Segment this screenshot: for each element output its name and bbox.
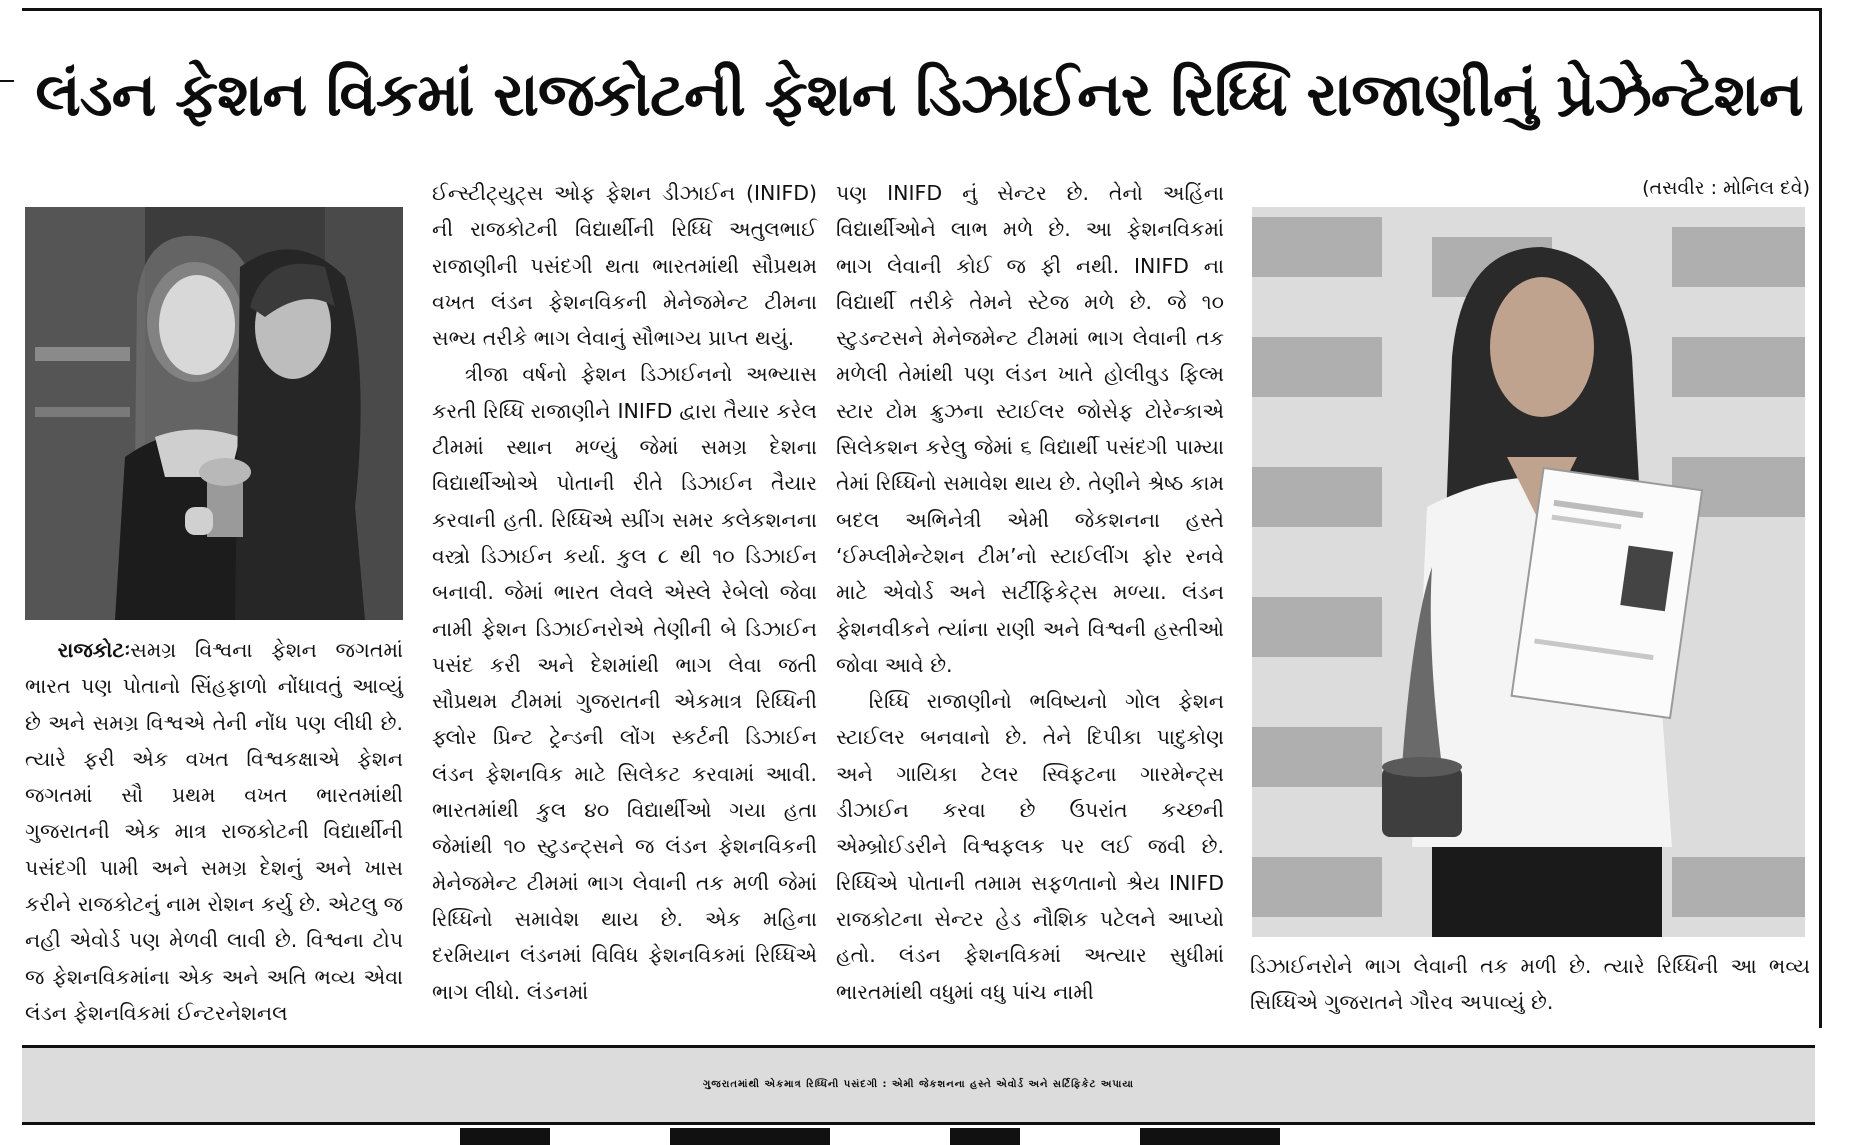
article-paragraph: પણ INIFD નું સેન્ટર છે. તેનો અહિંના વિદ્યાર્થીઓને લાભ મળે છે. આ ફેશનવિકમાં ભાગ લેવાની કોઈ જ ફી નથી. INIFD ના વિદ્યાર્થી તરીકે તેમને સ્ટેજ મળે છે. જે ૧૦ સ્ટુડન્ટસને મેનેજમેન્ટ ટીમમાં ભાગ લેવાની તક મળેલી તેમાંથી પણ લંડન ખાતે હોલીવુડ ફિલ્મ સ્ટાર ટોમ ક્રુઝના સ્ટાઈલર જોસેફ ટોરેન્કાએ સિલેકશન કરેલુ જેમાં ૬ વિદ્યાર્થી પસંદગી પામ્યા તેમાં રિધ્ધિનો સમાવેશ થાય છે. તેણીને શ્રેષ્ઠ કામ બદલ અભિનેત્રી એમી જેકશનના હસ્તે ‘ઈમ્પ્લીમેન્ટેશન ટીમ’નો સ્ટાઈલીંગ ફોર રનવે માટે એવોર્ડ અને સર્ટીફિકેટ્સ મળ્યા. લંડન ફેશનવીકને ત્યાંના રાણી અને વિશ્વની હસ્તીઓ જોવા આવે છે.	[836, 181, 1224, 677]
article-column-2	[432, 175, 817, 1010]
top-rule	[22, 8, 1822, 11]
photo-two-women	[25, 207, 403, 620]
article-paragraph: રિધ્ધિ રાજાણીનો ભવિષ્યનો ગોલ ફેશન સ્ટાઈલર બનવાનો છે. તેને દિપીકા પાદુકોણ અને ગાયિકા ટેલર સ્વિફટના ગારમેન્ટ્સ ડીઝાઈન કરવા છે ઉપરાંત કચ્છની એમ્બ્રોઈડરીને વિશ્વફલક પર લઈ જવી છે. રિધ્ધિએ પોતાની તમામ સફળતાનો શ્રેય INIFD રાજકોટના સેન્ટર હેડ નૌશિક પટેલને આપ્યો હતો. લંડન ફેશનવિકમાં અત્યાર સુધીમાં ભારતમાંથી વધુમાં વધુ પાંચ નામી	[836, 689, 1224, 1004]
article-column-4	[1250, 948, 1810, 1021]
photo-credit: (તસવીર : મોનિલ દવે)	[1642, 177, 1810, 199]
right-rule	[1819, 8, 1822, 1028]
article-paragraph	[25, 632, 403, 1031]
article-text: સમગ્ર વિશ્વના ફેશન જગતમાં ભારત પણ પોતાનો સિંહફાળો નોંધાવતું આવ્યું છે અને સમગ્ર વિશ્વએ તેની નોંધ પણ લીધી છે. ત્યારે ફરી એક વખત વિશ્વકક્ષાએ ફેશન જગતમાં સૌ પ્રથમ વખત ભારતમાંથી ગુજરાતની એક માત્ર રાજકોટની વિદ્યાર્થીની પસંદગી પામી અને સમગ્ર દેશનું અને ખાસ કરીને રાજકોટનું નામ રોશન કર્યુ છે. એટલુ જ નહી એવોર્ડ પણ મેળવી લાવી છે. વિશ્વના ટોપ જ ફેશનવિકમાંના એક અને અતિ ભવ્ય એવા લંડન ફેશનવિકમાં ઈન્ટરનેશનલ	[25, 638, 403, 1025]
headline: લંડન ફેશન વિકમાં રાજકોટની ફેશન ડિઝાઈનર રિધ્ધિ રાજાણીનું પ્રેઝેન્ટેશન	[35, 60, 1803, 130]
subheadline: ગુજરાતમાંથી એકમાત્ર રિધ્ધિની પસંદગી : એમી જેકશનના હસ્તે એવોર્ડ અને સર્ટિફિકેટ અપાયા	[702, 1079, 1134, 1090]
cropped-next-headline	[460, 1128, 1560, 1145]
article-column-1	[25, 632, 403, 1031]
subheadline-bar	[22, 1045, 1815, 1125]
article-column-3	[836, 175, 1224, 1010]
article-paragraph: ડિઝાઈનરોને ભાગ લેવાની તક મળી છે. ત્યારે રિધ્ધિની આ ભવ્ય સિધ્ધિએ ગુજરાતને ગૌરવ અપાવ્યું છે.	[1250, 954, 1810, 1015]
photo-award-winner-illustration	[1252, 207, 1805, 937]
dateline: રાજકોટઃ	[57, 638, 131, 662]
photo-two-women-illustration	[25, 207, 403, 620]
photo-award-winner	[1252, 207, 1805, 937]
article-paragraph: ઈન્સ્ટીટ્યુટ્સ ઓફ ફેશન ડીઝાઈન (INIFD) ની રાજકોટની વિદ્યાર્થીની રિધ્ધિ અતુલભાઈ રાજાણીની પસંદગી થતા ભારતમાંથી સૌપ્રથમ વખત લંડન ફેશનવિકની મેનેજમેન્ટ ટીમના સભ્ય તરીકે ભાગ લેવાનું સૌભાગ્ય પ્રાપ્ત થયું.	[432, 181, 817, 351]
margin-tick	[0, 80, 14, 82]
article-paragraph: ત્રીજા વર્ષનો ફેશન ડિઝાઈનનો અભ્યાસ કરતી રિધ્ધિ રાજાણીને INIFD દ્વારા તૈયાર કરેલ ટીમમાં સ્થાન મળ્યું જેમાં સમગ્ર દેશના વિદ્યાર્થીઓએ પોતાની રીતે ડિઝાઈન તૈયાર કરવાની હતી. રિધ્ધિએ સ્પ્રીંગ સમર કલેકશનના વસ્ત્રો ડિઝાઈન કર્યા. કુલ ૮ થી ૧૦ ડિઝાઈન બનાવી. જેમાં ભારત લેવલે એસ્લે રેબેલો જેવા નામી ફેશન ડિઝાઈનરોએ તેણીની બે ડિઝાઈન પસંદ કરી અને દેશમાંથી ભાગ લેવા જતી સૌપ્રથમ ટીમમાં ગુજરાતની એકમાત્ર રિધ્ધિની ફ્લોર પ્રિન્ટ ટ્રેન્ડની લોંગ સ્કર્ટની ડિઝાઈન લંડન ફેશનવિક માટે સિલેકટ કરવામાં આવી. ભારતમાંથી કુલ ૪૦ વિદ્યાર્થીઓ ગયા હતા જેમાંથી ૧૦ સ્ટુડન્ટ્સને જ લંડન ફેશનવિકની મેનેજમેન્ટ ટીમમાં ભાગ લેવાની તક મળી જેમાં રિધ્ધિનો સમાવેશ થાય છે. એક મહિના દરમિયાન લંડનમાં વિવિધ ફેશનવિકમાં રિધ્ધિએ ભાગ લીધો. લંડનમાં	[432, 362, 817, 1004]
